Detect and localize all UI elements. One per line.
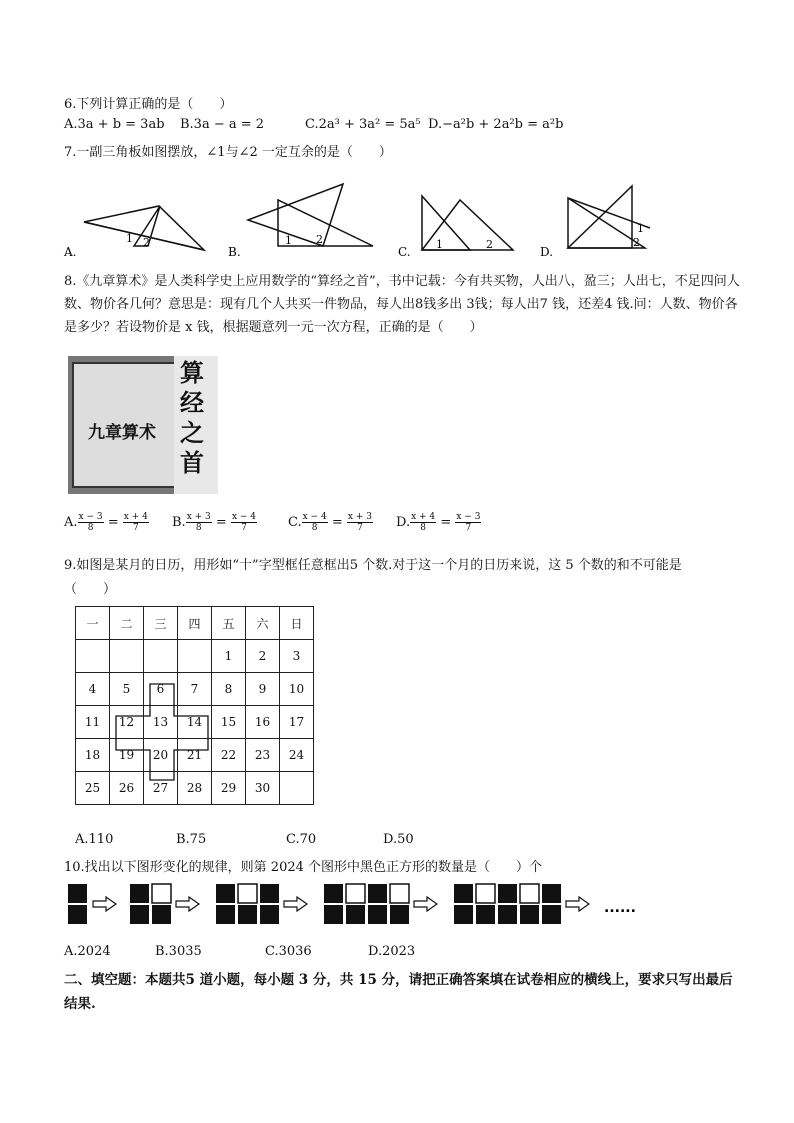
q7-c-label: C. [398,245,411,259]
calendar-header-cell: 二 [110,607,144,640]
calendar-header-cell: 五 [212,607,246,640]
calendar-cell: 13 [144,706,178,739]
q10-option-a: A.2024 [64,944,111,959]
q8-a-n2: x + 4 [123,512,148,522]
calendar-cell: 6 [144,673,178,706]
q9-option-c: C.70 [286,832,317,847]
q7-b-angle1: 1 [285,234,292,247]
q8-d-n1: x + 4 [411,512,436,522]
calendar-cell: 25 [76,772,110,805]
q6-option-c: C.2a³ + 3a² = 5a⁵ [305,117,421,132]
calendar-cell: 17 [280,706,314,739]
calendar-cell: 14 [178,706,212,739]
calendar-cell: 28 [178,772,212,805]
q8-d-label: D. [396,515,411,530]
q8-a-label: A. [64,515,78,530]
q8-a-d2: 7 [132,523,139,533]
calendar-cell: 22 [212,739,246,772]
q8-c-d1: 8 [311,523,318,533]
q6-stem: 6.下列计算正确的是（ ） [64,97,233,112]
calendar-cell: 29 [212,772,246,805]
q8-c-d2: 7 [357,523,363,533]
q8-c-label: C. [288,515,302,530]
q8-c-n1: x − 4 [302,512,327,522]
book-side-text: 算经之首 [180,358,204,477]
calendar-cell: 10 [280,673,314,706]
calendar-header-cell: 四 [178,607,212,640]
calendar-cell: 9 [246,673,280,706]
q10-stem: 10.找出以下图形变化的规律，则第 2024 个图形中黑色正方形的数量是（ ）个 [64,860,543,875]
calendar-cell: 20 [144,739,178,772]
calendar-cell: 19 [110,739,144,772]
q8-b-n1: x + 3 [186,512,211,522]
calendar-header-cell: 六 [246,607,280,640]
q7-d-angle2: 2 [633,236,640,249]
q8-d-n2: x − 3 [456,512,481,522]
calendar-cell: 7 [178,673,212,706]
calendar-cell: 11 [76,706,110,739]
q6-option-b: B.3a − a = 2 [180,117,265,132]
q8-b-n2: x − 4 [231,512,257,522]
q7-stem: 7.一副三角板如图摆放，∠1与∠2 一定互余的是（ ） [64,145,392,160]
q7-a-label: A. [64,245,77,259]
calendar-header-cell: 三 [144,607,178,640]
q8-a-d1: 8 [87,523,94,533]
calendar-cell: 16 [246,706,280,739]
q7-b-label: B. [228,245,241,259]
calendar-cell: 12 [110,706,144,739]
q7-d-angle1: 1 [637,222,644,235]
q8-a-n1: x − 3 [78,512,103,522]
q10-pattern-figures [68,884,648,934]
q7-c-angle1: 1 [436,238,443,251]
calendar-header-cell: 一 [76,607,110,640]
section2-heading: 二、填空题：本题共5 道小题，每小题 3 分，共 15 分，请把正确答案填在试卷相应的横线上，要求只写出最后结果. [64,972,733,1012]
q7-b-angle2: 2 [316,233,323,246]
calendar-cell: 5 [110,673,144,706]
book-title: 九章算术 [88,423,156,443]
q6-option-a: A.3a + b = 3ab [64,117,165,132]
calendar-cell: 23 [246,739,280,772]
q10-ellipsis: ...... [604,900,636,916]
q8-stem: 8.《九章算术》是人类科学史上应用数学的“算经之首”，书中记载：今有共买物，人出八，盈三；人出七，不足四问人数、物价各几何？意思是：现有几个人共买一件物品，每人出8钱多出 3钱；每人出7 钱，还差4 钱.问：人数、物价各是多少？若设物价是 x 钱，根据题意列一元一次方程，正确的是（ ） [64,274,740,335]
q8-b-eq: = [215,515,227,530]
q7-c-angle2: 2 [486,238,493,251]
q8-c-n2: x + 3 [347,512,372,522]
q9-paren: （ ） [64,582,117,597]
calendar-cell: 26 [110,772,144,805]
calendar-cell: 30 [246,772,280,805]
q8-b-d1: 8 [195,523,202,533]
q10-option-d: D.2023 [368,944,416,959]
q7-a-angle1: 1 [126,232,133,245]
calendar-cell: 4 [76,673,110,706]
calendar-cell: 2 [246,640,280,673]
q8-b-label: B. [172,515,186,530]
calendar-header-cell: 日 [280,607,314,640]
calendar-cell: 27 [144,772,178,805]
calendar-cell: 3 [280,640,314,673]
calendar-cell: 1 [212,640,246,673]
calendar-cell: 24 [280,739,314,772]
q8-d-d1: 8 [420,523,426,533]
q8-d-d2: 7 [465,523,472,533]
q10-option-c: C.3036 [265,944,312,959]
calendar-cell: 8 [212,673,246,706]
calendar-cell: 21 [178,739,212,772]
q8-a-eq: = [107,515,119,530]
q8-b-d2: 7 [241,523,247,533]
q7-a-angle2: 2 [143,236,150,249]
q7-d-label: D. [540,245,554,259]
q9-option-b: B.75 [176,832,207,847]
q6-option-d: D.−a²b + 2a²b = a²b [428,117,564,132]
q8-d-eq: = [440,515,452,530]
q9-option-d: D.50 [383,832,414,847]
q9-option-a: A.110 [75,832,114,847]
q9-stem: 9.如图是某月的日历，用形如“十”字型框任意框出5 个数.对于这一个月的日历来说，这 5 个数的和不可能是 [64,558,682,573]
q8-c-eq: = [331,515,343,530]
q10-option-b: B.3035 [155,944,202,959]
calendar-cell: 15 [212,706,246,739]
calendar-cell: 18 [76,739,110,772]
